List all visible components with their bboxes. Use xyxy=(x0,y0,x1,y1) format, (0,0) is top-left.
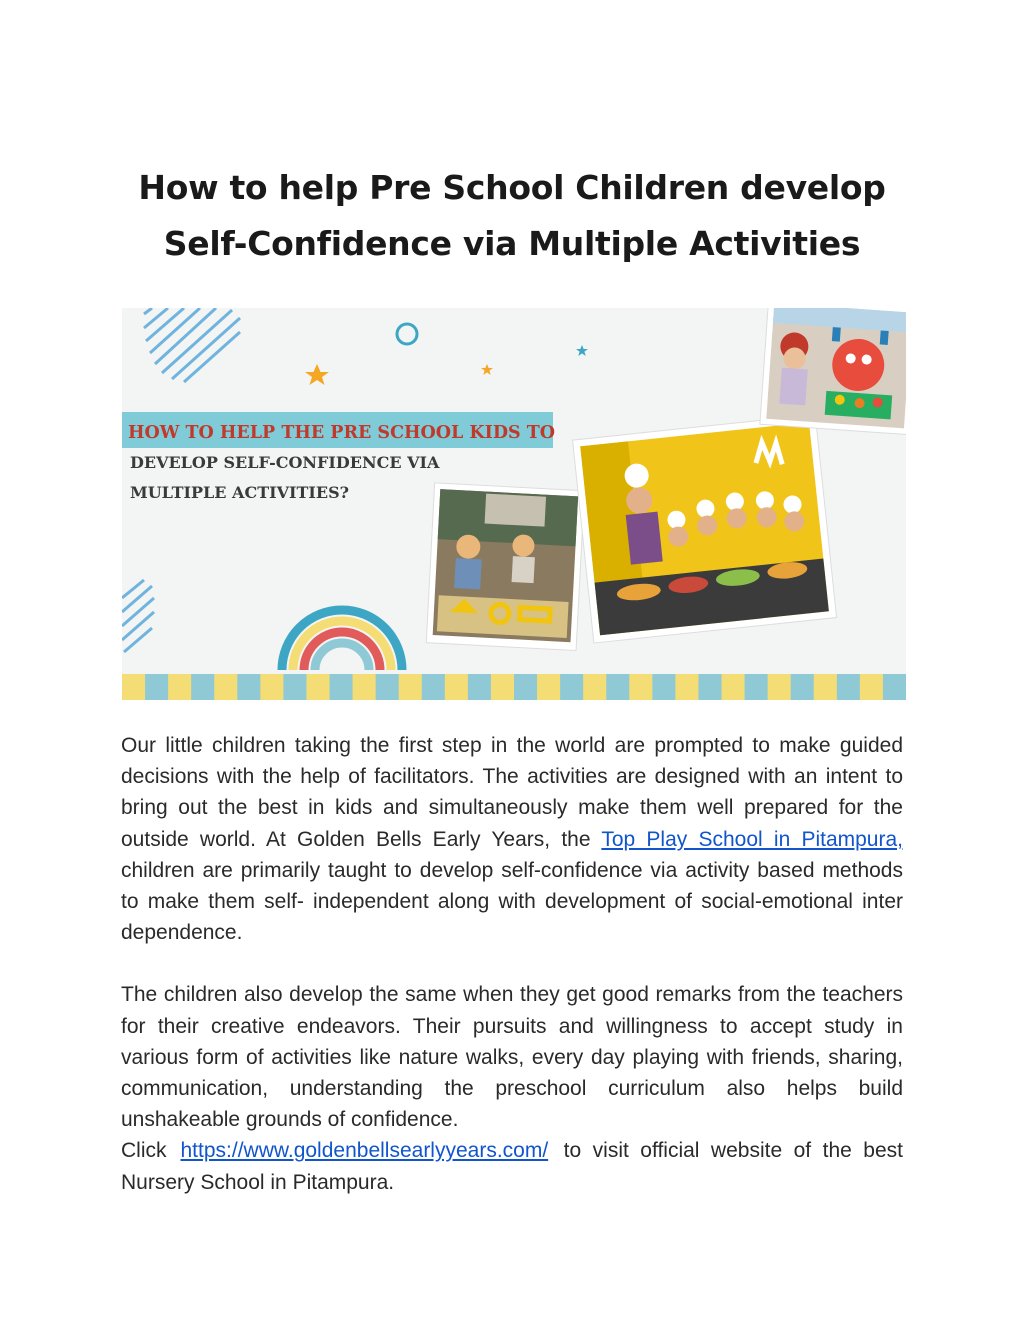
stripe-segment xyxy=(306,674,330,700)
stripe-segment xyxy=(283,674,307,700)
stripe-segment xyxy=(353,674,377,700)
stripe-segment xyxy=(214,674,238,700)
stripe-segment xyxy=(652,674,676,700)
stripe-segment xyxy=(583,674,607,700)
stripe-segment xyxy=(883,674,906,700)
paragraph-intro-text: Our little children taking the first step in the world are prompted to make guided decisions with the help of facilitators. The activities are designed with an intent to bring out the best in kids and simultaneously make them well prepared for the outside world. At Golden Bells Early Years, the xyxy=(121,734,903,851)
photo-toy-play xyxy=(760,308,906,435)
banner-heading-line-2: DEVELOP SELF-CONFIDENCE VIA xyxy=(130,453,440,472)
website-link[interactable]: https://www.goldenbellsearlyyears.com/ xyxy=(180,1139,549,1163)
stripe-segment xyxy=(675,674,699,700)
stripe-segment xyxy=(698,674,722,700)
stripe-segment xyxy=(168,674,192,700)
stripe-segment xyxy=(606,674,630,700)
paragraph-remarks-closing: to visit official website of the best Nursery School in Pitampura. xyxy=(121,1139,903,1194)
title-line-1: How to help Pre School Children develop xyxy=(138,168,886,207)
paragraph-remarks-text: The children also develop the same when they get good remarks from the teachers for their creative endeavors. Their pursuits and willingness to accept study in various form of activities like nature walks, every day playing with friends, sharing, communication, understanding the preschool curriculum also helps build unshakeable grounds of confidence. xyxy=(121,983,903,1132)
stripe-segment xyxy=(560,674,584,700)
stripe-segment xyxy=(837,674,861,700)
stripe-segment xyxy=(629,674,653,700)
document-title xyxy=(100,160,924,272)
stripe-segment xyxy=(860,674,884,700)
title-line-2: Self-Confidence via Multiple Activities xyxy=(163,224,861,263)
stripe-segment xyxy=(145,674,169,700)
stripe-border xyxy=(122,674,906,700)
stripe-segment xyxy=(191,674,215,700)
article-body xyxy=(121,730,903,1198)
stripe-segment xyxy=(445,674,469,700)
stripe-segment xyxy=(768,674,792,700)
paragraph-remarks xyxy=(121,979,903,1197)
stripe-segment xyxy=(491,674,515,700)
stripe-segment xyxy=(376,674,400,700)
banner-heading-line-1: HOW TO HELP THE PRE SCHOOL KIDS TO xyxy=(128,423,555,443)
paragraph-intro-text-continued: children are primarily taught to develop self-confidence via activity based methods to make them self- independent along with development of social-emotional inter dependence. xyxy=(121,858,903,945)
banner-image xyxy=(122,308,906,700)
stripe-segment xyxy=(814,674,838,700)
stripe-segment xyxy=(745,674,769,700)
top-play-school-link[interactable]: Top Play School in Pitampura, xyxy=(601,827,903,851)
stripe-segment xyxy=(791,674,815,700)
stripe-segment xyxy=(122,674,146,700)
stripe-segment xyxy=(422,674,446,700)
stripe-segment xyxy=(399,674,423,700)
stripe-segment xyxy=(237,674,261,700)
stripe-segment xyxy=(330,674,354,700)
photo-craft-activity xyxy=(426,483,584,651)
click-label: Click xyxy=(121,1139,167,1163)
photo-cooking-activity xyxy=(573,415,837,643)
banner-heading-line-3: MULTIPLE ACTIVITIES? xyxy=(130,483,349,502)
paragraph-intro xyxy=(121,730,903,948)
stripe-segment xyxy=(537,674,561,700)
stripe-segment xyxy=(260,674,284,700)
stripe-segment xyxy=(468,674,492,700)
stripe-segment xyxy=(722,674,746,700)
stripe-segment xyxy=(514,674,538,700)
